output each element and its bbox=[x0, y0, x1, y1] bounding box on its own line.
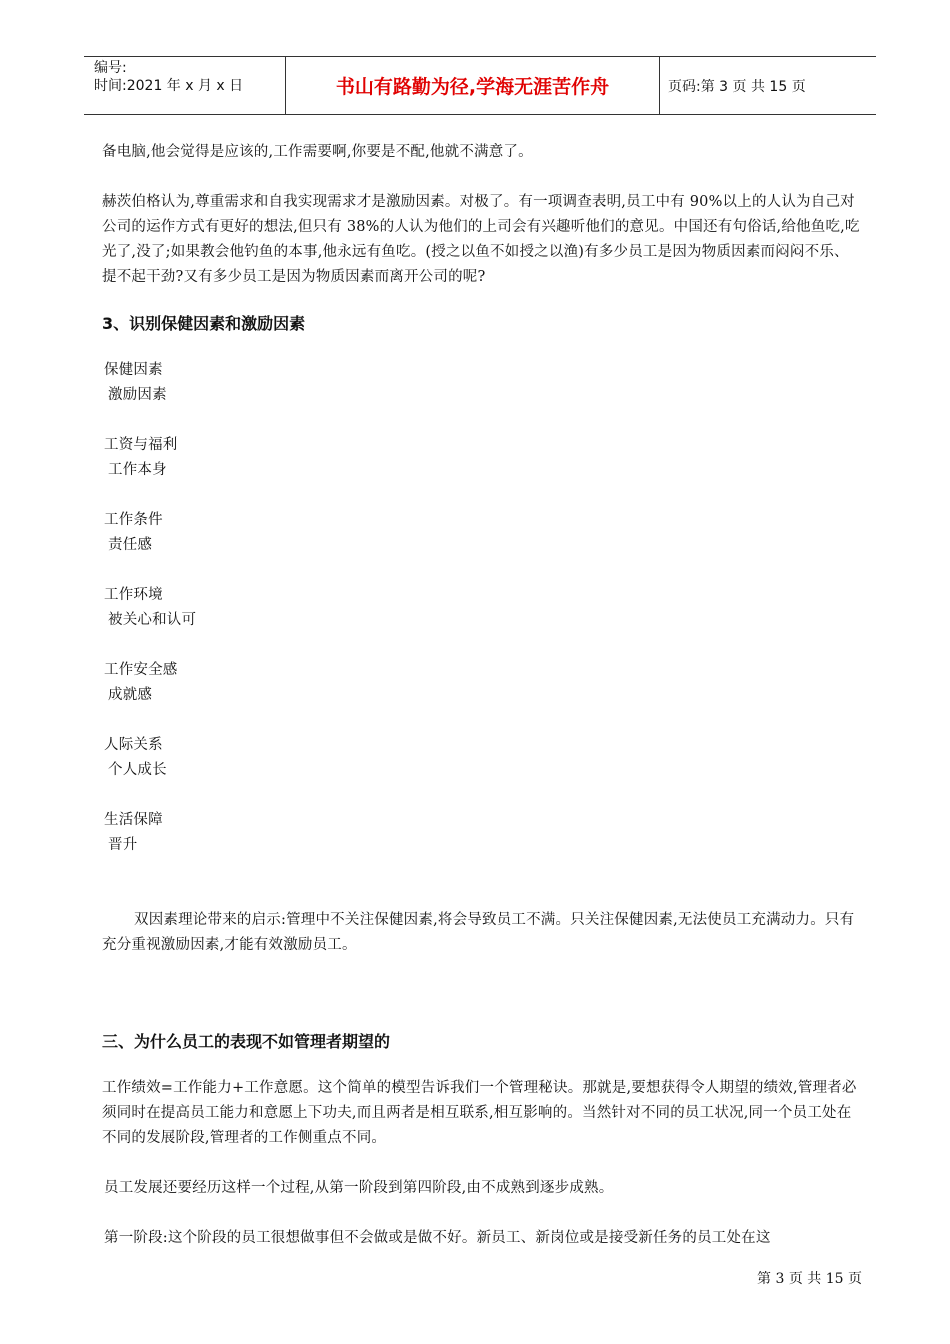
header-motto: 书山有路勤为径,学海无涯苦作舟 bbox=[286, 57, 660, 114]
motivation-factor: 责任感 bbox=[108, 537, 153, 553]
hygiene-factor: 工作条件 bbox=[104, 512, 163, 528]
paragraph: 第一阶段:这个阶段的员工很想做事但不会做或是做不好。新员工、新岗位或是接受新任务的员工处在这 bbox=[104, 1230, 771, 1246]
motivation-factor: 工作本身 bbox=[108, 462, 167, 478]
paragraph: 赫茨伯格认为,尊重需求和自我实现需求才是激励因素。对极了。有一项调查表明,员工中有 90%以上的人认为自己对公司的运作方式有更好的想法,但只有 38%的人认为他们的上司会有兴趣听他们的意见。中国还有句俗话,给他鱼吃,吃光了,没了;如果教会他钓鱼的本事,他永远有鱼吃。(授之以鱼不如授之以渔)有多少员工是因为物质因素而闷闷不乐、提不起干劲?又有多少员工是因为物质因素而离开公司的呢? bbox=[102, 194, 860, 285]
document-time-label: 时间:2021 年 x 月 x 日 bbox=[94, 78, 244, 94]
hygiene-factor: 工作环境 bbox=[104, 587, 163, 603]
section-heading: 三、为什么员工的表现不如管理者期望的 bbox=[102, 1032, 391, 1051]
factor-list bbox=[102, 358, 862, 858]
hygiene-factor: 保健因素 bbox=[104, 362, 163, 378]
motivation-factor: 个人成长 bbox=[108, 762, 167, 778]
page-header bbox=[84, 56, 876, 115]
motivation-factor: 被关心和认可 bbox=[108, 612, 197, 628]
header-page-info: 页码:第 3 页 共 15 页 bbox=[668, 78, 806, 95]
document-body bbox=[102, 140, 862, 1251]
hygiene-factor: 工资与福利 bbox=[104, 437, 178, 453]
motivation-factor: 成就感 bbox=[108, 687, 153, 703]
paragraph: 备电脑,他会觉得是应该的,工作需要啊,你要是不配,他就不满意了。 bbox=[102, 144, 533, 160]
subsection-heading: 3、识别保健因素和激励因素 bbox=[102, 314, 306, 333]
hygiene-factor: 人际关系 bbox=[104, 737, 163, 753]
document-number-label: 编号: bbox=[94, 60, 127, 76]
header-meta bbox=[84, 57, 286, 114]
page-footer: 第 3 页 共 15 页 bbox=[757, 1271, 862, 1287]
motivation-factor: 激励因素 bbox=[108, 387, 167, 403]
hygiene-factor: 工作安全感 bbox=[104, 662, 178, 678]
paragraph: 员工发展还要经历这样一个过程,从第一阶段到第四阶段,由不成熟到逐步成熟。 bbox=[104, 1180, 614, 1196]
motivation-factor: 晋升 bbox=[108, 837, 138, 853]
hygiene-factor: 生活保障 bbox=[104, 812, 163, 828]
paragraph: 工作绩效=工作能力+工作意愿。这个简单的模型告诉我们一个管理秘诀。那就是,要想获得令人期望的绩效,管理者必须同时在提高员工能力和意愿上下功夫,而且两者是相互联系,相互影响的。当然针对不同的员工状况,同一个员工处在不同的发展阶段,管理者的工作侧重点不同。 bbox=[102, 1080, 857, 1146]
paragraph: 双因素理论带来的启示:管理中不关注保健因素,将会导致员工不满。只关注保健因素,无法使员工充满动力。只有充分重视激励因素,才能有效激励员工。 bbox=[102, 912, 855, 953]
